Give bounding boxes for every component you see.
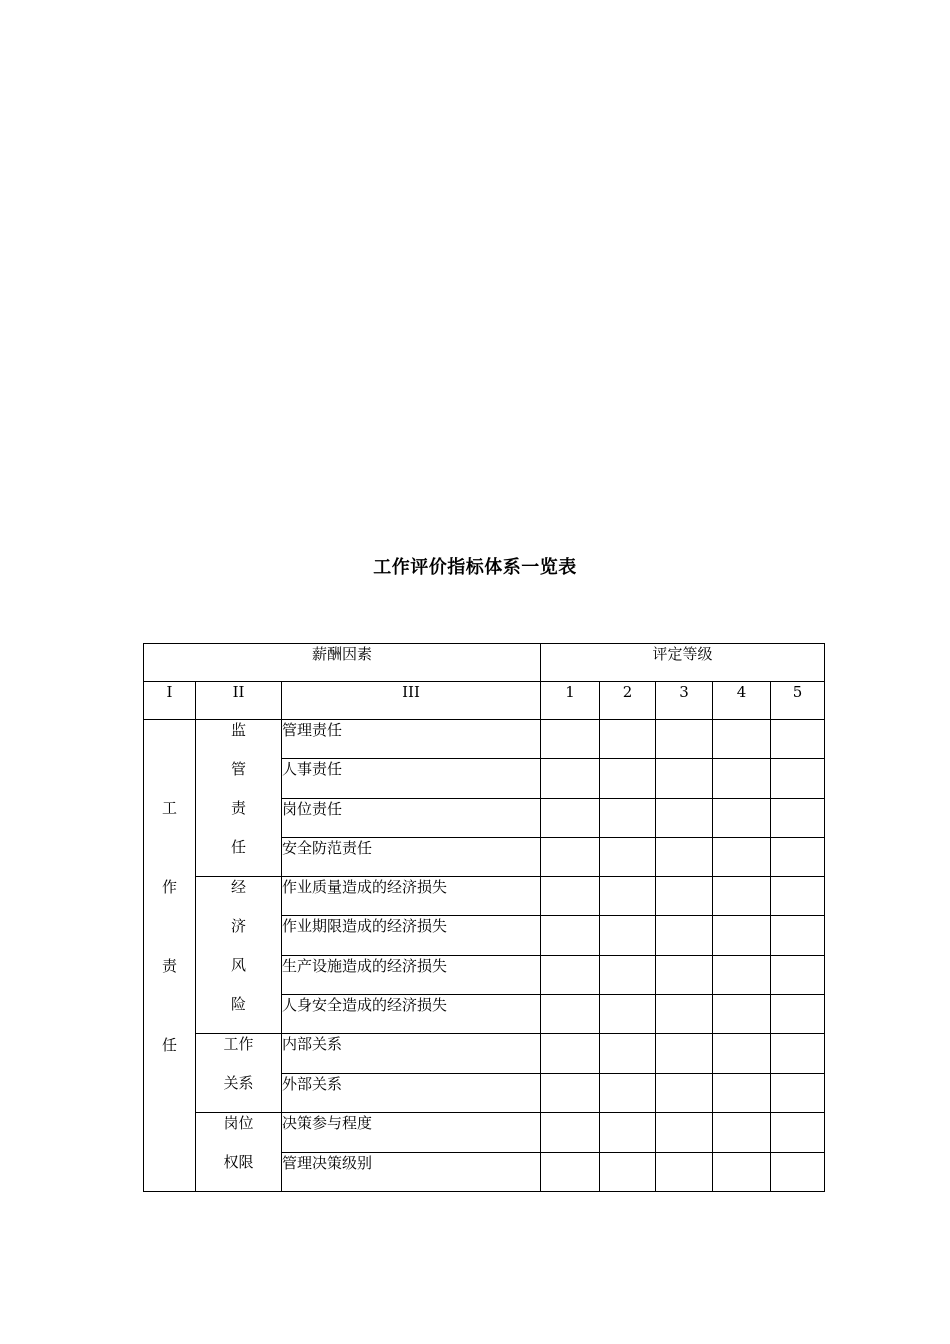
group-char: 济 bbox=[230, 917, 246, 935]
grade-header-4: 4 bbox=[713, 682, 771, 720]
group-char: 权限 bbox=[223, 1153, 254, 1171]
rating-cell[interactable] bbox=[656, 1152, 713, 1192]
level1-char: 作 bbox=[161, 878, 177, 896]
group-char: 风 bbox=[230, 956, 246, 974]
group-char: 监 bbox=[230, 721, 246, 739]
grade-header-3: 3 bbox=[656, 682, 713, 720]
group-label-supervision bbox=[196, 720, 282, 877]
rating-cell[interactable] bbox=[541, 798, 600, 837]
rating-cell[interactable] bbox=[713, 994, 771, 1033]
level1-char: 任 bbox=[161, 1036, 177, 1054]
rating-cell[interactable] bbox=[656, 1034, 713, 1074]
header-level-3: III bbox=[282, 682, 541, 720]
group-label-position-authority bbox=[196, 1113, 282, 1192]
item-label: 外部关系 bbox=[282, 1073, 541, 1113]
rating-cell[interactable] bbox=[771, 1034, 825, 1074]
rating-cell[interactable] bbox=[600, 837, 656, 876]
item-label: 管理决策级别 bbox=[282, 1152, 541, 1192]
rating-cell[interactable] bbox=[771, 1073, 825, 1113]
grade-header-1: 1 bbox=[541, 682, 600, 720]
rating-cell[interactable] bbox=[541, 1113, 600, 1153]
rating-cell[interactable] bbox=[656, 916, 713, 955]
rating-cell[interactable] bbox=[656, 1073, 713, 1113]
table-row bbox=[144, 1034, 825, 1074]
rating-cell[interactable] bbox=[771, 837, 825, 876]
rating-cell[interactable] bbox=[713, 1034, 771, 1074]
table-row bbox=[144, 1113, 825, 1153]
rating-cell[interactable] bbox=[656, 994, 713, 1033]
rating-cell[interactable] bbox=[600, 877, 656, 916]
rating-cell[interactable] bbox=[656, 759, 713, 798]
header-level-2: II bbox=[196, 682, 282, 720]
group-char: 岗位 bbox=[223, 1114, 254, 1132]
group-char: 经 bbox=[230, 878, 246, 896]
group-char: 管 bbox=[230, 760, 246, 778]
rating-cell[interactable] bbox=[713, 837, 771, 876]
rating-cell[interactable] bbox=[541, 837, 600, 876]
rating-cell[interactable] bbox=[600, 720, 656, 759]
table-subheader-row bbox=[144, 682, 825, 720]
rating-cell[interactable] bbox=[656, 877, 713, 916]
rating-cell[interactable] bbox=[771, 798, 825, 837]
rating-cell[interactable] bbox=[541, 720, 600, 759]
rating-cell[interactable] bbox=[771, 877, 825, 916]
grade-header-2: 2 bbox=[600, 682, 656, 720]
group-label-work-relations bbox=[196, 1034, 282, 1113]
rating-cell[interactable] bbox=[600, 955, 656, 994]
rating-cell[interactable] bbox=[600, 916, 656, 955]
rating-cell[interactable] bbox=[541, 1034, 600, 1074]
rating-cell[interactable] bbox=[713, 1152, 771, 1192]
group-char: 任 bbox=[230, 838, 246, 856]
rating-cell[interactable] bbox=[541, 994, 600, 1033]
header-level-1: I bbox=[144, 682, 196, 720]
group-char: 责 bbox=[230, 799, 246, 817]
item-label: 作业期限造成的经济损失 bbox=[282, 916, 541, 955]
level1-char: 工 bbox=[161, 799, 177, 817]
item-label: 作业质量造成的经济损失 bbox=[282, 877, 541, 916]
item-label: 岗位责任 bbox=[282, 798, 541, 837]
rating-cell[interactable] bbox=[656, 1113, 713, 1153]
rating-cell[interactable] bbox=[771, 955, 825, 994]
rating-cell[interactable] bbox=[771, 759, 825, 798]
rating-cell[interactable] bbox=[541, 916, 600, 955]
item-label: 决策参与程度 bbox=[282, 1113, 541, 1153]
rating-cell[interactable] bbox=[771, 916, 825, 955]
rating-cell[interactable] bbox=[600, 994, 656, 1033]
rating-cell[interactable] bbox=[600, 1113, 656, 1153]
rating-cell[interactable] bbox=[656, 798, 713, 837]
document-title: 工作评价指标体系一览表 bbox=[373, 557, 577, 578]
group-char: 关系 bbox=[223, 1074, 254, 1092]
rating-cell[interactable] bbox=[771, 994, 825, 1033]
rating-cell[interactable] bbox=[713, 1113, 771, 1153]
rating-cell[interactable] bbox=[713, 720, 771, 759]
rating-cell[interactable] bbox=[600, 1152, 656, 1192]
rating-cell[interactable] bbox=[541, 1152, 600, 1192]
rating-cell[interactable] bbox=[600, 1034, 656, 1074]
level1-label bbox=[144, 720, 196, 1192]
rating-cell[interactable] bbox=[541, 759, 600, 798]
item-label: 安全防范责任 bbox=[282, 837, 541, 876]
rating-cell[interactable] bbox=[713, 955, 771, 994]
rating-cell[interactable] bbox=[771, 1113, 825, 1153]
evaluation-index-table bbox=[143, 643, 825, 1192]
item-label: 人身安全造成的经济损失 bbox=[282, 994, 541, 1033]
header-rating-level: 评定等级 bbox=[541, 644, 825, 682]
rating-cell[interactable] bbox=[713, 1073, 771, 1113]
rating-cell[interactable] bbox=[771, 720, 825, 759]
item-label: 生产设施造成的经济损失 bbox=[282, 955, 541, 994]
rating-cell[interactable] bbox=[656, 837, 713, 876]
rating-cell[interactable] bbox=[541, 955, 600, 994]
rating-cell[interactable] bbox=[600, 759, 656, 798]
level1-char: 责 bbox=[161, 957, 177, 975]
rating-cell[interactable] bbox=[600, 1073, 656, 1113]
item-label: 内部关系 bbox=[282, 1034, 541, 1074]
rating-cell[interactable] bbox=[771, 1152, 825, 1192]
rating-cell[interactable] bbox=[713, 916, 771, 955]
group-label-economic-risk bbox=[196, 877, 282, 1034]
rating-cell[interactable] bbox=[713, 798, 771, 837]
rating-cell[interactable] bbox=[713, 877, 771, 916]
rating-cell[interactable] bbox=[541, 1073, 600, 1113]
item-label: 人事责任 bbox=[282, 759, 541, 798]
grade-header-5: 5 bbox=[771, 682, 825, 720]
rating-cell[interactable] bbox=[656, 720, 713, 759]
rating-cell[interactable] bbox=[541, 877, 600, 916]
rating-cell[interactable] bbox=[713, 759, 771, 798]
rating-cell[interactable] bbox=[600, 798, 656, 837]
table-row bbox=[144, 877, 825, 916]
group-char: 险 bbox=[230, 995, 246, 1013]
table-row bbox=[144, 720, 825, 759]
item-label: 管理责任 bbox=[282, 720, 541, 759]
group-char: 工作 bbox=[223, 1035, 254, 1053]
rating-cell[interactable] bbox=[656, 955, 713, 994]
table-header-row bbox=[144, 644, 825, 682]
header-salary-factors: 薪酬因素 bbox=[144, 644, 541, 682]
